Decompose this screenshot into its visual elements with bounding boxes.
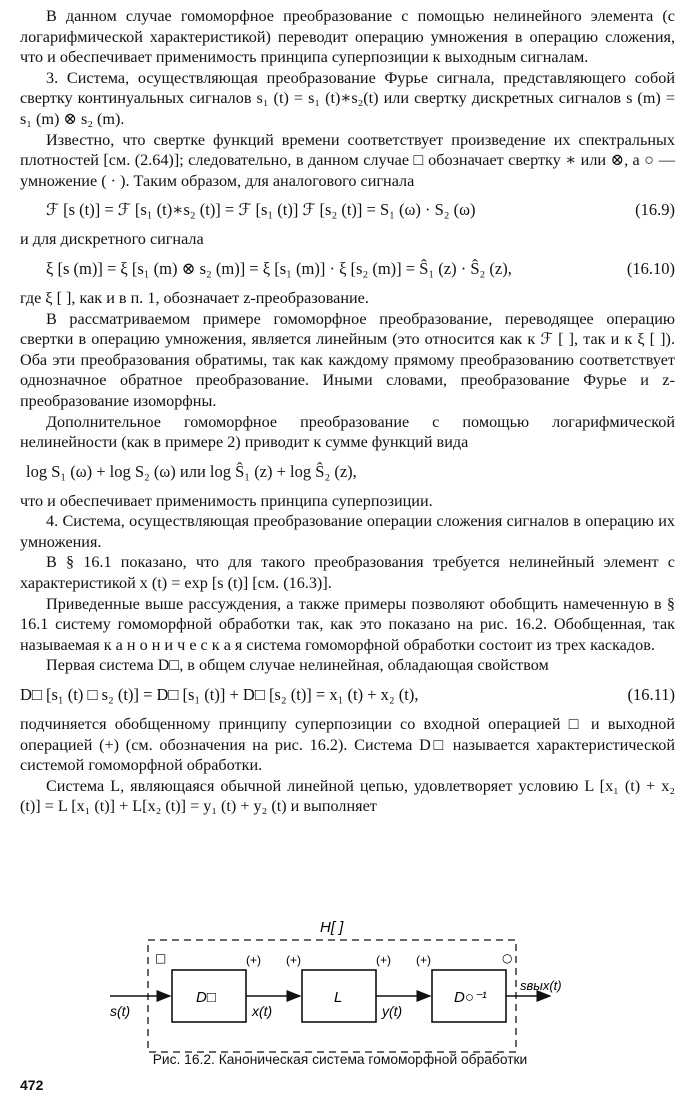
- plus-mark-1: (+): [246, 953, 261, 967]
- plus-mark-2: (+): [286, 953, 301, 967]
- paragraph-11: Приведенные выше рассуждения, а также примеры позволяют обобщить намеченную в § 16.1 систему гомоморфной обработки так, как это показано на рис. 16.2. Обобщенная, так называемая к а н о н и ч е с к а я система гомоморфной обработки состоит из трех каскадов.: [20, 594, 675, 654]
- paragraph-1: В данном случае гомоморфное преобразование с помощью нелинейного элемента (с логарифмической характеристикой) переводит операцию умножения в операцию сложения, что и обеспечивает применимость принципа суперпозиции к выходным сигналам.: [20, 7, 675, 67]
- square-mark: □: [155, 951, 167, 965]
- paragraph-6: В рассматриваемом примере гомоморфное преобразование, переводящее операцию свертки в операцию умножения, является линейным (это относится как к ℱ [ ], так и к ξ [ ]). Оба эти преобразования обратимы, так как каждому прямому преобразованию соответствует однозначное обратное преобразование. Иными словами, преобразование Фурье и z-преобразование изоморфны.: [20, 309, 675, 410]
- paragraph-14: Система L, являющаяся обычной линейной цепью, удовлетворяет условию L [x₁ (t) + x₂ (t)] = L [x₁ (t)] + L[x₂ (t)] = y₁ (t) + y₂ (t) и выполняет: [20, 776, 675, 816]
- paragraph-9: 4. Система, осуществляющая преобразование операции сложения сигналов в операцию их умножения.: [20, 512, 675, 551]
- input-label: s(t): [110, 1003, 131, 1019]
- paragraph-8: что и обеспечивает применимость принципа суперпозиции.: [20, 491, 433, 510]
- equation-16-10-number: (16.10): [626, 258, 675, 278]
- mid2-label: y(t): [382, 1003, 403, 1019]
- paragraph-10: В § 16.1 показано, что для такого преобразования требуется нелинейный элемент с характеристикой x (t) = exp [s (t)] [см. (16.3)].: [20, 553, 675, 593]
- plus-mark-4: (+): [416, 953, 431, 967]
- paragraph-2: 3. Система, осуществляющая преобразование Фурье сигнала, представляющего собой свертку континуальных сигналов s₁ (t) = s₁ (t)∗s₂(t) или свертку дискретных сигналов s (m) = s₁ (m) ⊗ s₂ (m).: [20, 68, 675, 128]
- paragraph-12: Первая система D□, в общем случае нелинейная, обладающая свойством: [46, 656, 549, 675]
- paragraph-5: где ξ [ ], как и в п. 1, обозначает z-преобразование.: [20, 288, 369, 307]
- outer-label: H[ ]: [320, 919, 344, 936]
- canonical-system-diagram: [110, 912, 570, 1064]
- block-d-square-label: D□: [196, 989, 216, 1006]
- output-label: sвых(t): [520, 978, 562, 993]
- equation-16-11-number: (16.11): [627, 685, 675, 705]
- mid1-label: x(t): [252, 1003, 273, 1019]
- equation-16-9-number: (16.9): [635, 200, 675, 220]
- block-d-circle-inverse-label: D○⁻¹: [454, 989, 487, 1006]
- page-body: [20, 6, 675, 817]
- equation-16-10-body: ξ [s (m)] = ξ [s₁ (m) ⊗ s₂ (m)] = ξ [s₁ (m)] · ξ [s₂ (m)] = Ŝ₁ (z) · Ŝ₂ (z),: [46, 258, 512, 278]
- circle-mark: ○: [502, 951, 513, 965]
- page-number: 472: [20, 1077, 44, 1093]
- block-l-label: L: [334, 989, 343, 1006]
- equation-16-10: [20, 258, 675, 282]
- plus-mark-3: (+): [376, 953, 391, 967]
- figure-caption: Рис. 16.2. Каноническая система гомоморфной обработки: [152, 1052, 528, 1067]
- equation-16-9-body: ℱ [s (t)] = ℱ [s₁ (t)∗s₂ (t)] = ℱ [s₁ (t)] ℱ [s₂ (t)] = S₁ (ω) · S₂ (ω): [46, 200, 476, 220]
- equation-log-sum: [20, 461, 675, 485]
- equation-16-11: [20, 684, 675, 708]
- paragraph-4: и для дискретного сигнала: [20, 230, 204, 249]
- equation-16-11-body: D□ [s₁ (t) □ s₂ (t)] = D□ [s₁ (t)] + D□ [s₂ (t)] = x₁ (t) + x₂ (t),: [20, 685, 419, 705]
- paragraph-7: Дополнительное гомоморфное преобразование с помощью логарифмической нелинейности (как в примере 2) приводит к сумме функций вида: [20, 412, 675, 452]
- equation-log-sum-body: log S₁ (ω) + log S₂ (ω) или log Ŝ₁ (z) + log Ŝ₂ (z),: [26, 461, 357, 481]
- paragraph-3: Известно, что свертке функций времени соответствует произведение их спектральных плотностей [см. (2.64)]; следовательно, в данном случае □ обозначает свертку ∗ или ⊗, а ○ — умножение ( · ). Таким образом, для аналогового сигнала: [20, 130, 675, 190]
- paragraph-13: подчиняется обобщенному принципу суперпозиции со входной операцией □ и выходной операцией (+) (см. обозначения на рис. 16.2). Система D□ называется характеристической системой гомоморфной обработки.: [20, 715, 675, 775]
- equation-16-9: [20, 199, 675, 223]
